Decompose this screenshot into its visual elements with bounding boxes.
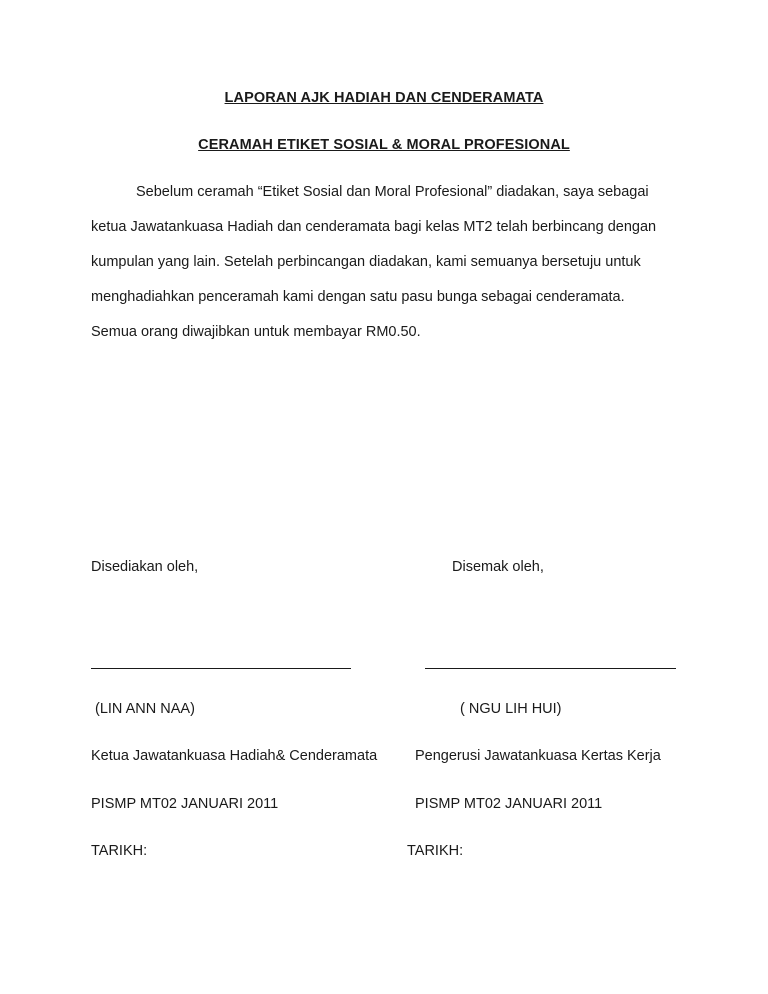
paragraph-line: kumpulan yang lain. Setelah perbincangan diadakan, kami semuanya bersetuju untuk <box>91 254 641 270</box>
signature-line-left <box>91 668 351 669</box>
checker-date-label: TARIKH: <box>407 843 464 859</box>
checker-class-info: PISMP MT02 JANUARI 2011 <box>415 796 603 812</box>
checked-by-label: Disemak oleh, <box>452 559 544 575</box>
preparer-position: Ketua Jawatankuasa Hadiah& Cenderamata <box>91 748 378 764</box>
document-title: LAPORAN AJK HADIAH DAN CENDERAMATA <box>224 90 544 106</box>
paragraph-line: Sebelum ceramah “Etiket Sosial dan Moral Profesional” diadakan, saya sebagai <box>136 184 649 200</box>
signature-line-right <box>425 668 676 669</box>
paragraph-line: Semua orang diwajibkan untuk membayar RM0.50. <box>91 324 421 340</box>
checker-name: ( NGU LIH HUI) <box>460 701 562 717</box>
document-subtitle: CERAMAH ETIKET SOSIAL & MORAL PROFESIONAL <box>198 137 570 153</box>
prepared-by-label: Disediakan oleh, <box>91 559 199 575</box>
paragraph-line: menghadiahkan penceramah kami dengan satu pasu bunga sebagai cenderamata. <box>91 289 625 305</box>
preparer-class-info: PISMP MT02 JANUARI 2011 <box>91 796 279 812</box>
paragraph-line: ketua Jawatankuasa Hadiah dan cenderamata bagi kelas MT2 telah berbincang dengan <box>91 219 657 235</box>
preparer-name: (LIN ANN NAA) <box>95 701 195 717</box>
checker-position: Pengerusi Jawatankuasa Kertas Kerja <box>415 748 661 764</box>
preparer-date-label: TARIKH: <box>91 843 148 859</box>
